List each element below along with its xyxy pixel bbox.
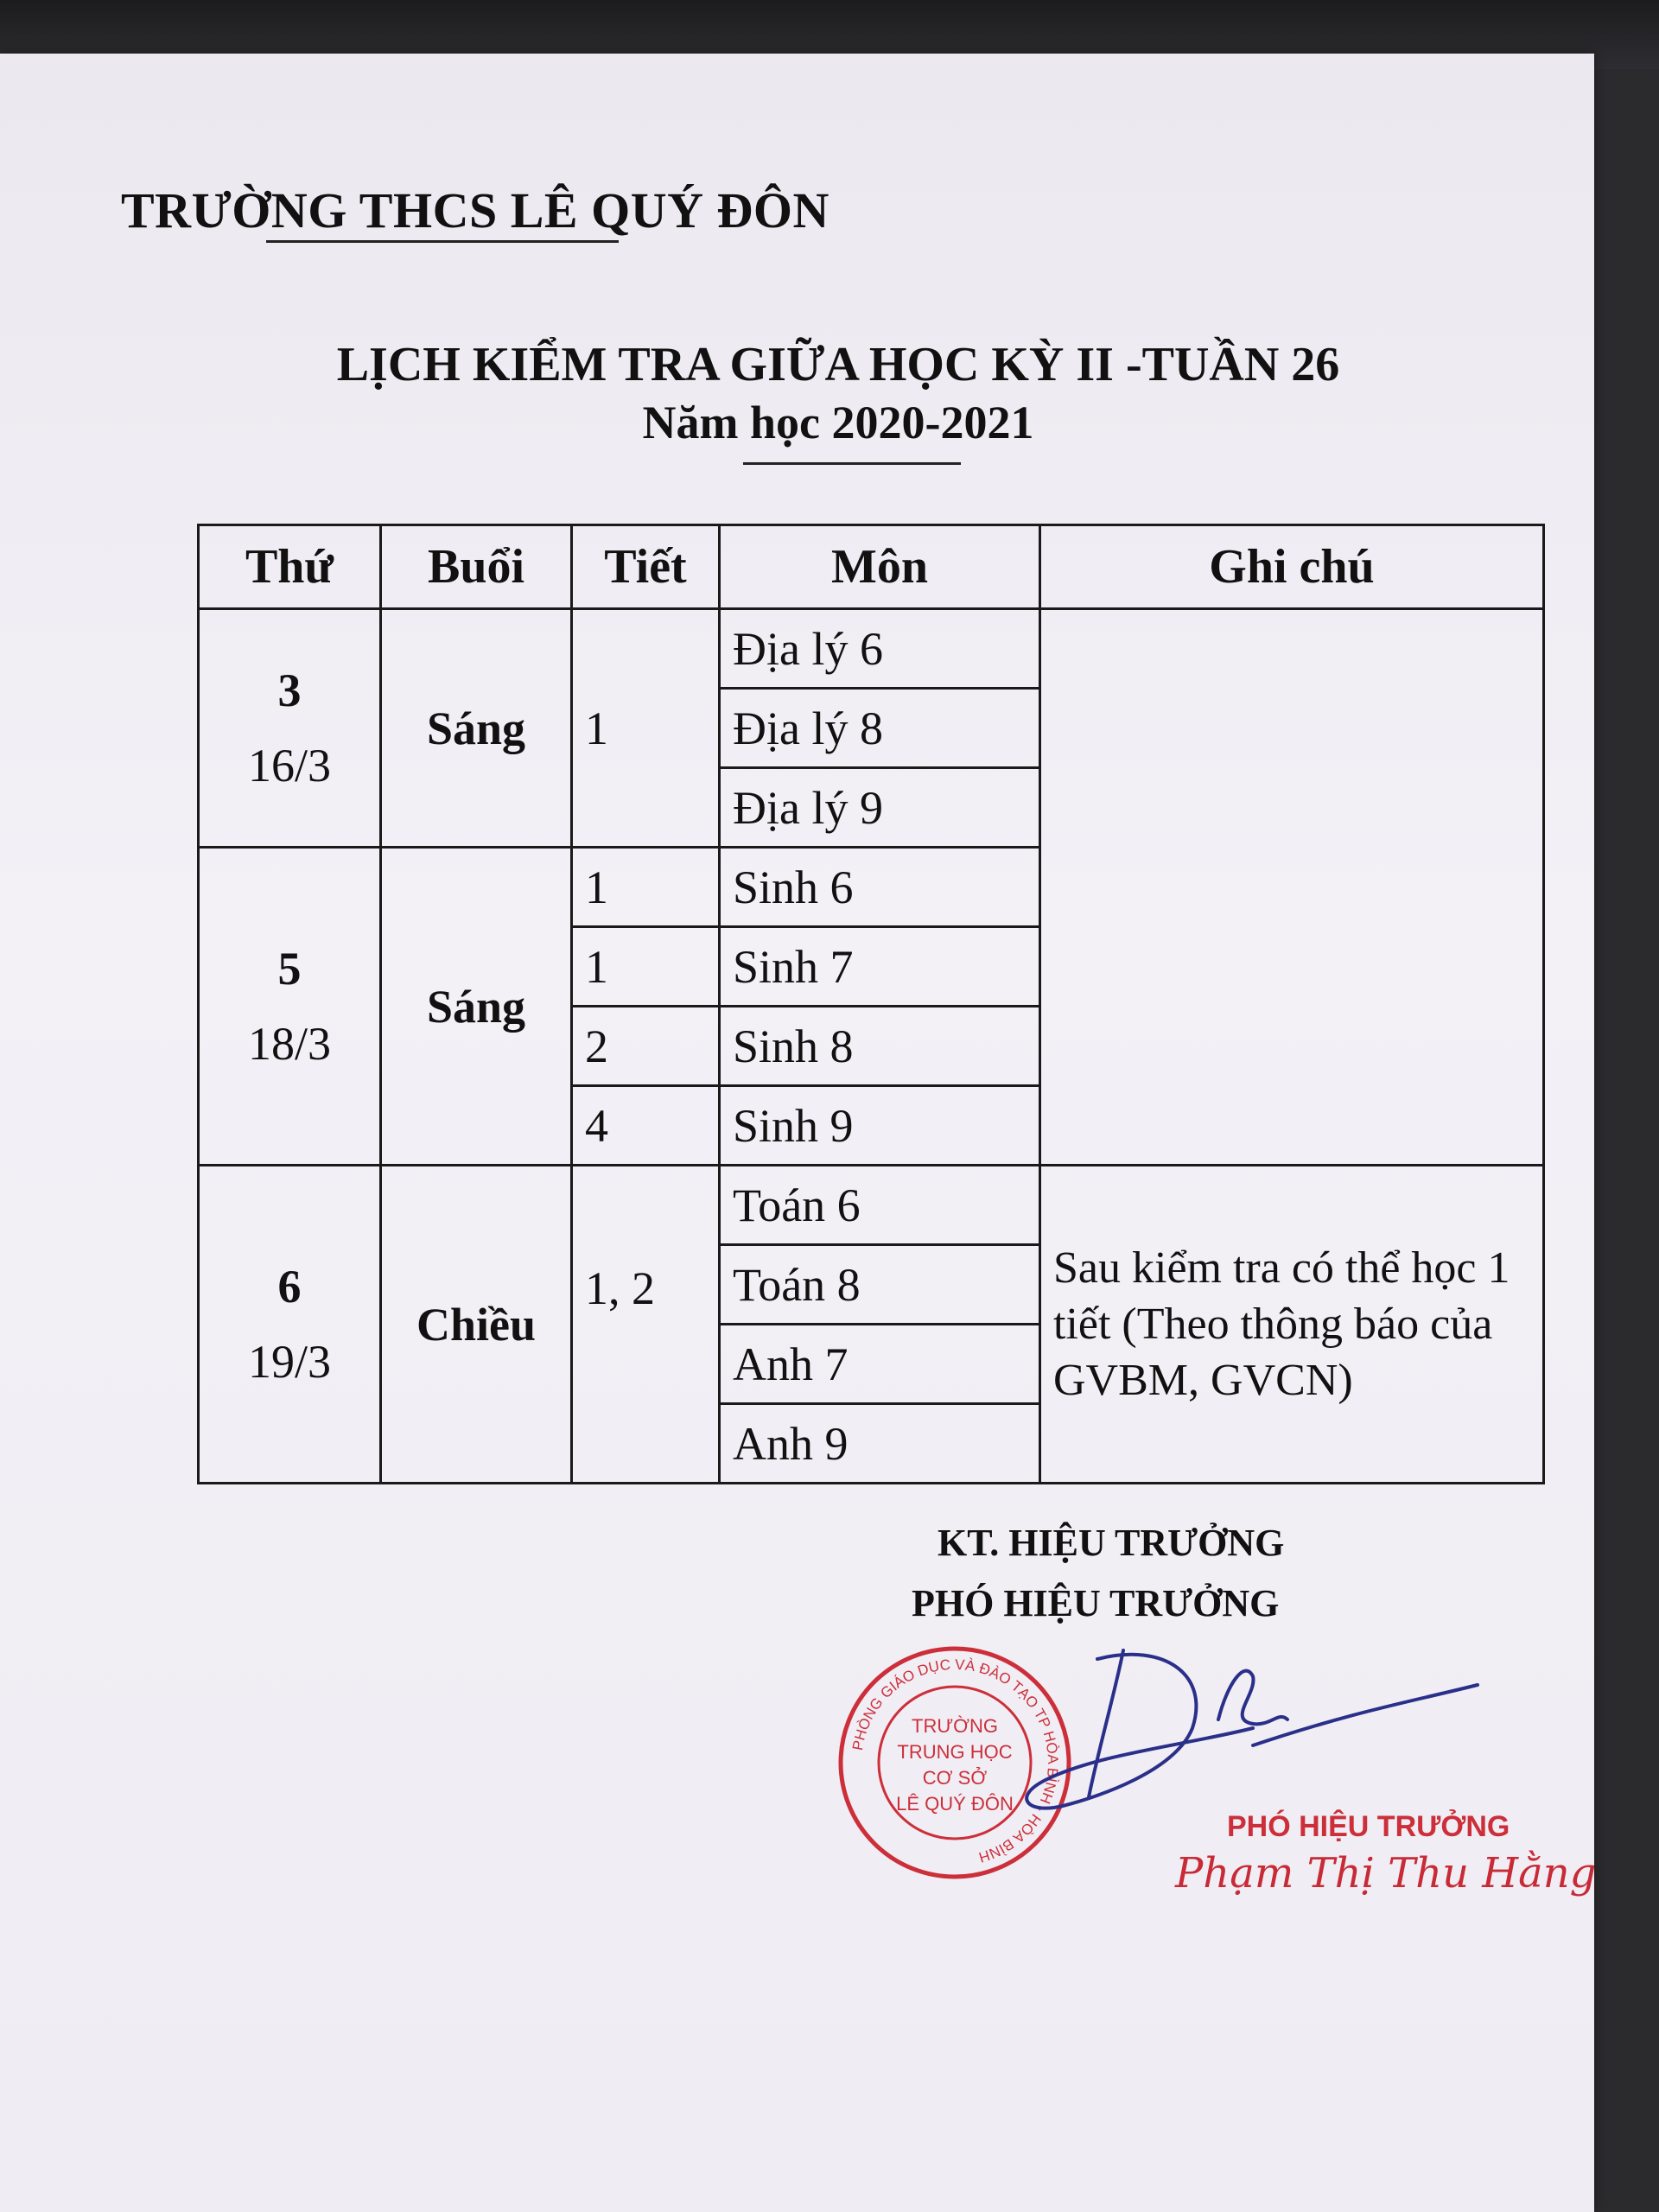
table-header-row bbox=[199, 525, 1544, 609]
subject-cell: Sinh 7 bbox=[720, 927, 1040, 1007]
signature-title-line1: KT. HIỆU TRƯỞNG bbox=[938, 1522, 1285, 1564]
period-cell: 1 bbox=[572, 848, 720, 927]
svg-text:LÊ QUÝ ĐÔN: LÊ QUÝ ĐÔN bbox=[896, 1793, 1014, 1815]
svg-text:TRUNG HỌC: TRUNG HỌC bbox=[897, 1741, 1013, 1763]
subject-cell: Toán 8 bbox=[720, 1245, 1040, 1325]
signer-name: Phạm Thị Thu Hằng bbox=[1175, 1849, 1597, 1897]
subject-cell: Sinh 8 bbox=[720, 1007, 1040, 1086]
header-buoi: Buổi bbox=[381, 525, 572, 609]
day-number: 5 bbox=[277, 943, 302, 995]
note-cell: Sau kiểm tra có thể học 1 tiết (Theo thông báo của GVBM, GVCN) bbox=[1040, 1166, 1544, 1484]
subject-cell: Anh 9 bbox=[720, 1404, 1040, 1484]
session-cell: Sáng bbox=[381, 848, 572, 1166]
day-date: 16/3 bbox=[247, 739, 331, 791]
school-underline bbox=[266, 240, 619, 243]
title-underline bbox=[743, 462, 961, 465]
period-cell: 1, 2 bbox=[572, 1166, 720, 1484]
day-date: 18/3 bbox=[247, 1017, 331, 1070]
header-thu: Thứ bbox=[199, 525, 381, 609]
table-row bbox=[199, 609, 1544, 689]
school-name: TRƯỜNG THCS LÊ QUÝ ĐÔN bbox=[121, 182, 830, 238]
day-number: 6 bbox=[277, 1261, 302, 1313]
subject-cell: Sinh 6 bbox=[720, 848, 1040, 927]
svg-text:PHÒNG GIÁO DỤC VÀ ĐÀO TẠO TP H: PHÒNG GIÁO DỤC VÀ ĐÀO TẠO TP HÒA BÌNH - HÒA BÌNH bbox=[849, 1656, 1062, 1866]
period-cell: 1 bbox=[572, 609, 720, 848]
day-number: 3 bbox=[277, 664, 302, 717]
stamp-role: PHÓ HIỆU TRƯỞNG bbox=[1227, 1810, 1510, 1843]
header-mon: Môn bbox=[720, 525, 1040, 609]
header-tiet: Tiết bbox=[572, 525, 720, 609]
table-row bbox=[199, 1166, 1544, 1245]
exam-schedule-table bbox=[197, 524, 1545, 1484]
session-cell: Sáng bbox=[381, 609, 572, 848]
svg-text:CƠ SỞ: CƠ SỞ bbox=[922, 1767, 988, 1789]
svg-text:TRƯỜNG: TRƯỜNG bbox=[912, 1715, 998, 1737]
header-ghi-chu: Ghi chú bbox=[1040, 525, 1544, 609]
subject-cell: Địa lý 6 bbox=[720, 609, 1040, 689]
subject-cell: Địa lý 8 bbox=[720, 689, 1040, 768]
day-date: 19/3 bbox=[247, 1335, 331, 1388]
period-cell: 2 bbox=[572, 1007, 720, 1086]
handwritten-signature bbox=[994, 1624, 1486, 1832]
note-cell-empty bbox=[1040, 609, 1544, 1166]
subject-cell: Anh 7 bbox=[720, 1325, 1040, 1404]
period-cell: 4 bbox=[572, 1086, 720, 1166]
document-title: LỊCH KIỂM TRA GIỮA HỌC KỲ II -TUẦN 26 bbox=[336, 338, 1340, 391]
signature-title-line2: PHÓ HIỆU TRƯỞNG bbox=[912, 1582, 1280, 1624]
subject-cell: Toán 6 bbox=[720, 1166, 1040, 1245]
subject-cell: Sinh 9 bbox=[720, 1086, 1040, 1166]
session-cell: Chiều bbox=[381, 1166, 572, 1484]
subject-cell: Địa lý 9 bbox=[720, 768, 1040, 848]
period-cell: 1 bbox=[572, 927, 720, 1007]
school-year: Năm học 2020-2021 bbox=[642, 397, 1034, 448]
day-cell bbox=[199, 1166, 381, 1484]
day-cell bbox=[199, 848, 381, 1166]
day-cell bbox=[199, 609, 381, 848]
